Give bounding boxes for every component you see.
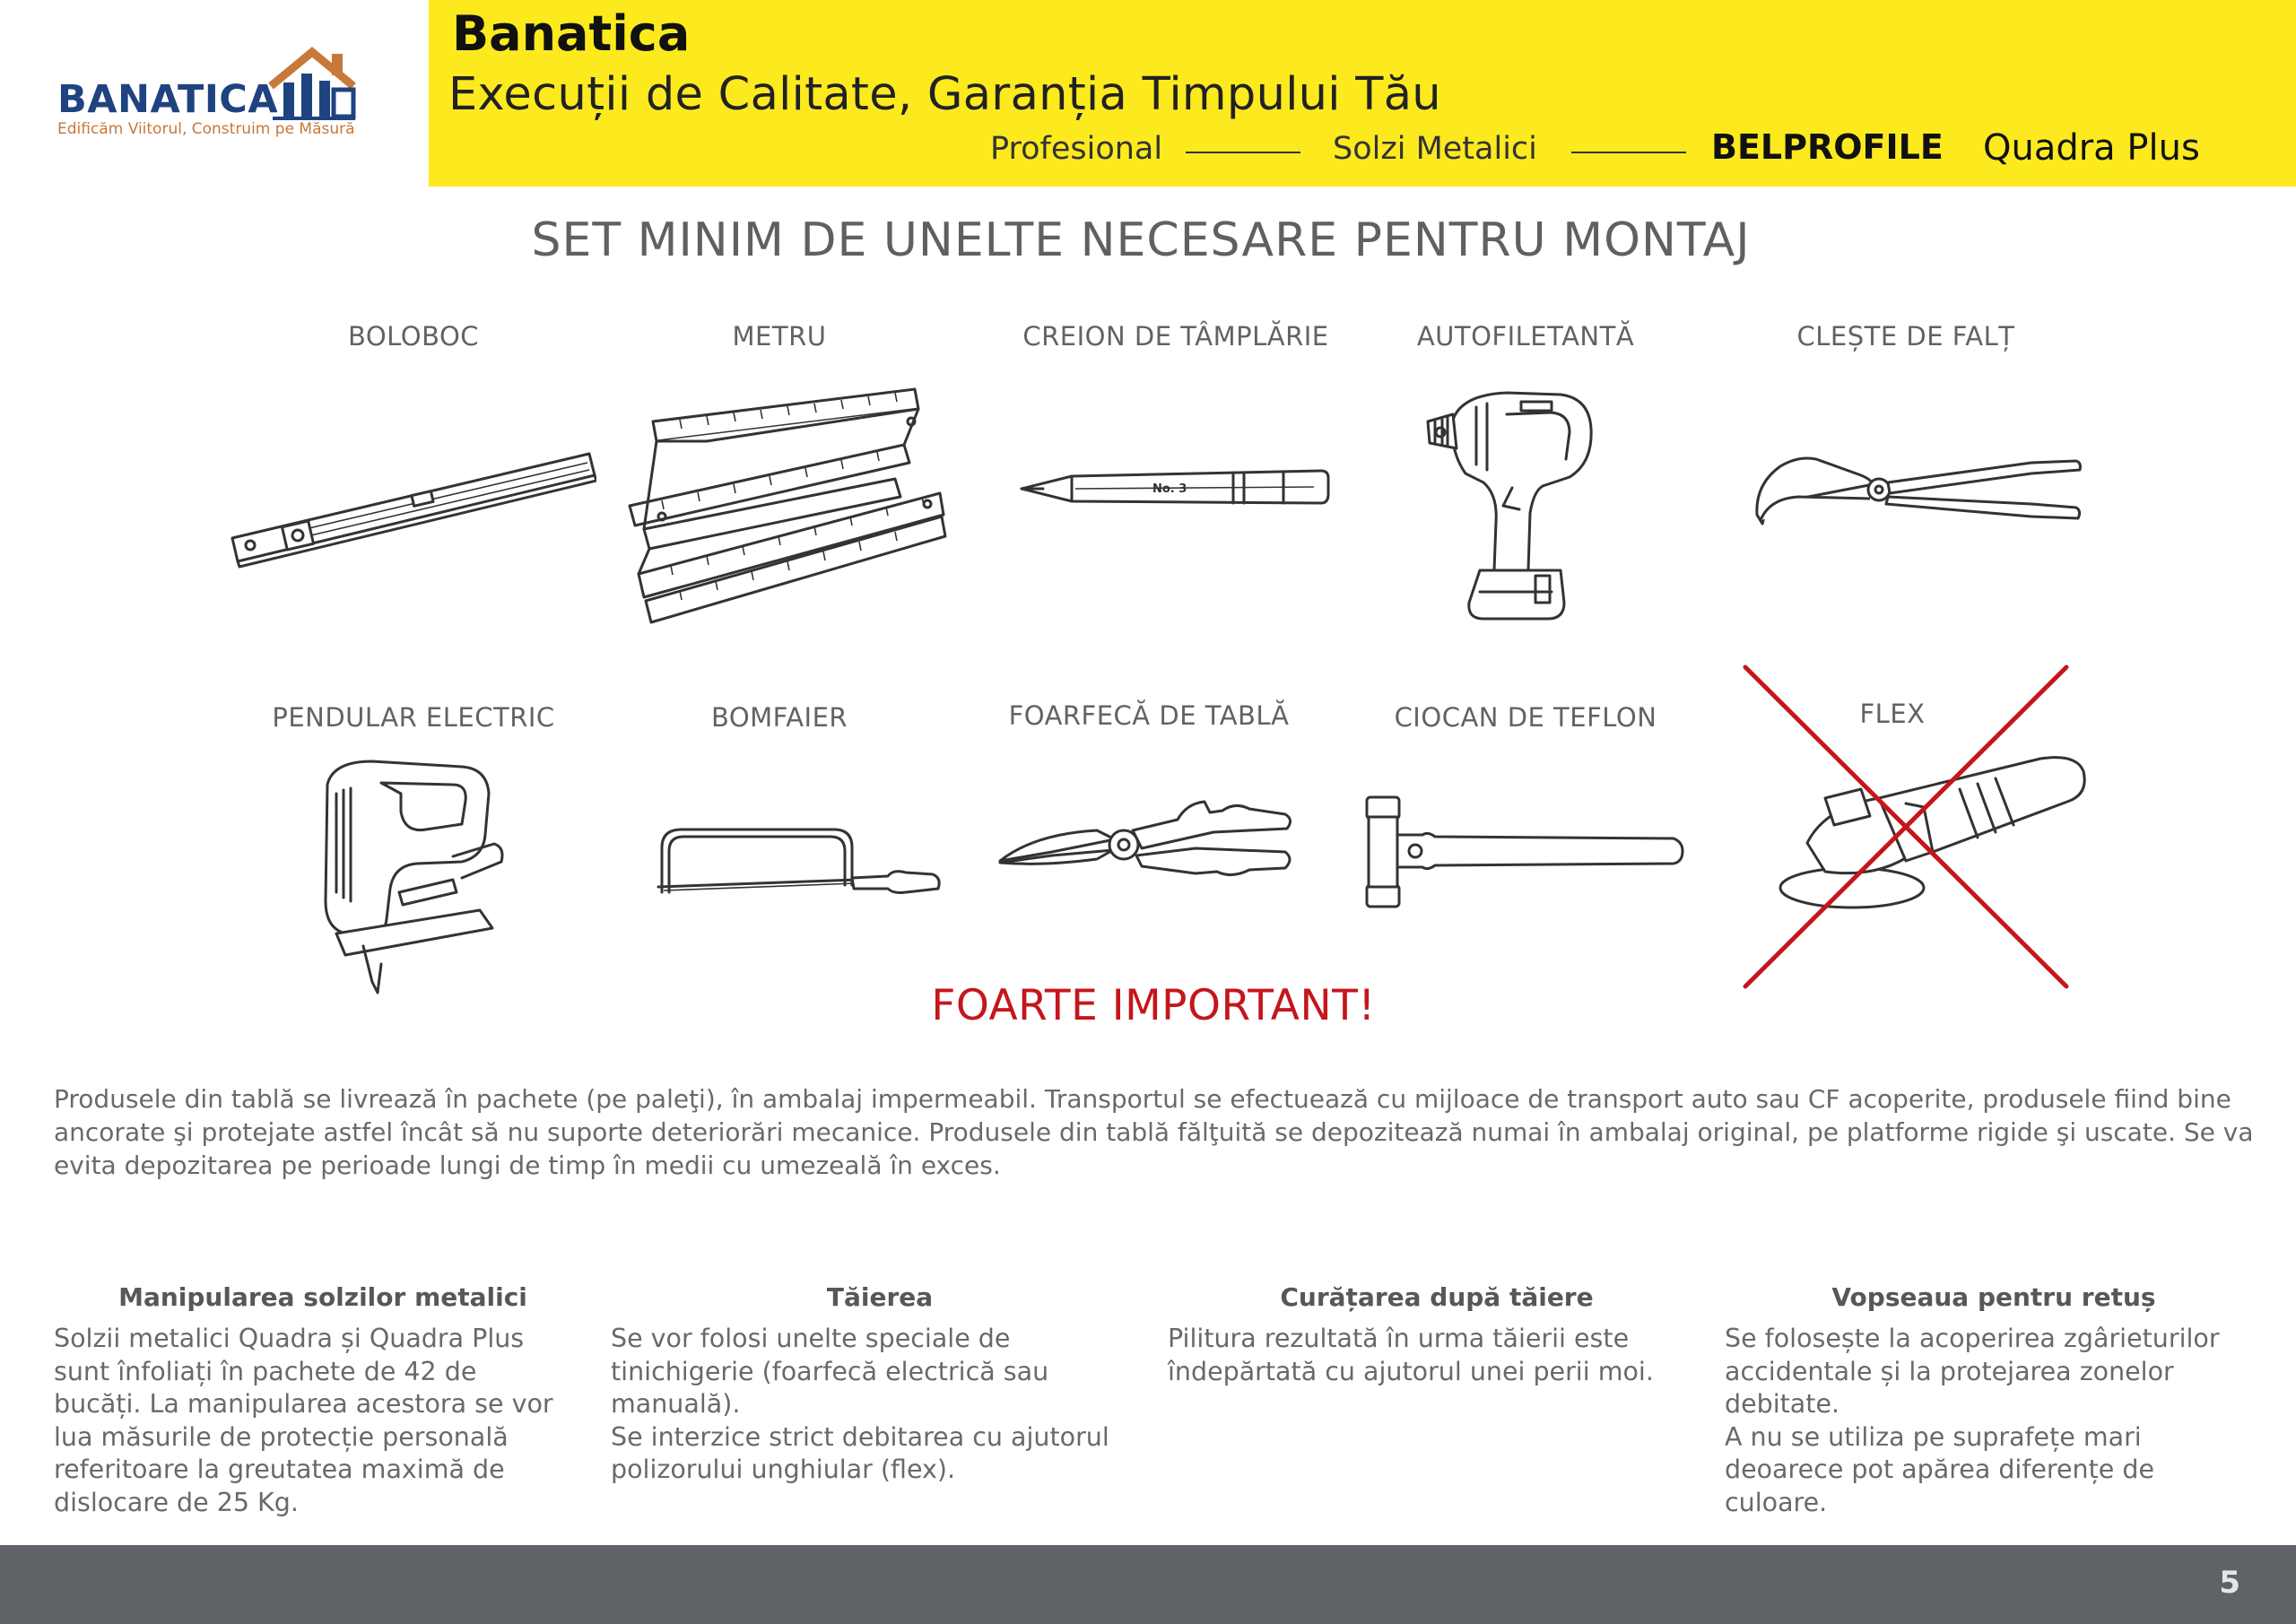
page-title: SET MINIM DE UNELTE NECESARE PENTRU MONTAJ bbox=[531, 213, 1751, 267]
tool-label-drill: AUTOFILETANTĂ bbox=[1416, 321, 1635, 352]
breadcrumb-metal-tiles: Solzi Metalici bbox=[1333, 131, 1537, 167]
section-body: Pilitura rezultată în urma tăierii este îndepărtată cu ajutorul unei perii moi. bbox=[1168, 1324, 1654, 1386]
important-heading: FOARTE IMPORTANT! bbox=[931, 981, 1376, 1030]
tool-label-tin-snips: FOARFECĂ DE TABLĂ bbox=[1008, 700, 1290, 731]
tin-snips-icon bbox=[998, 798, 1294, 888]
section-cleaning bbox=[1168, 1282, 1706, 1388]
section-body: Se folosește la acoperirea zgârieturilor accidentale și la protejarea zonelor debitate. A nu se utiliza pe suprafețe mari deoarece pot apărea diferențe de culoare. bbox=[1725, 1324, 2220, 1517]
pencil-engraving: No. 3 bbox=[1152, 482, 1187, 496]
storage-paragraph: Produsele din tablă se livrează în pachete (pe paleţi), în ambalaj impermeabil. Transportul se efectuează cu mijloace de transport auto sau CF acoperite, produsele fiind bine ancorate şi protejate astfel încât să nu suporte deteriorări mecanice. Produsele din tablă fălţuită se depozitează numai în ambalaj original, pe platforme rigide şi uscate. Se va evita depozitarea pe perioade lungi de timp în medii cu umezeală în exces. bbox=[54, 1084, 2254, 1180]
company-logo bbox=[0, 0, 429, 187]
section-title: Vopseaua pentru retuș bbox=[1831, 1282, 2156, 1312]
spirit-level-icon bbox=[229, 448, 596, 574]
section-handling bbox=[54, 1282, 592, 1519]
tool-label-hammer: CIOCAN DE TEFLON bbox=[1394, 702, 1657, 733]
brand-slogan: Execuții de Calitate, Garanția Timpului Tău bbox=[448, 68, 1441, 121]
section-title: Tăierea bbox=[826, 1282, 934, 1312]
product-name: Quadra Plus bbox=[1983, 127, 2200, 169]
tool-label-spirit-level: BOLOBOC bbox=[347, 321, 480, 352]
forbidden-cross-icon bbox=[1740, 664, 2072, 991]
header-banner bbox=[429, 0, 2296, 187]
tool-label-pencil: CREION DE TÂMPLĂRIE bbox=[1022, 321, 1329, 352]
section-cutting bbox=[611, 1282, 1149, 1487]
breadcrumb-separator bbox=[1186, 152, 1300, 153]
teflon-hammer-icon bbox=[1363, 794, 1684, 910]
carpenter-pencil-icon bbox=[1018, 462, 1332, 516]
breadcrumb-professional: Profesional bbox=[990, 131, 1163, 167]
breadcrumb-separator bbox=[1571, 152, 1686, 153]
tool-label-angle-grinder: FLEX bbox=[1859, 699, 1926, 729]
section-title: Manipularea solzilor metalici bbox=[118, 1282, 527, 1312]
logo-tagline: Edificăm Viitorul, Construim pe Măsură bbox=[57, 120, 355, 138]
house-logo-icon bbox=[265, 47, 359, 120]
logo-name: BANATICA bbox=[57, 77, 279, 122]
folding-ruler-icon bbox=[626, 386, 947, 632]
tool-label-ruler: METRU bbox=[732, 321, 827, 352]
section-title: Curățarea după tăiere bbox=[1280, 1282, 1594, 1312]
product-brand: BELPROFILE bbox=[1711, 127, 1944, 167]
cordless-drill-icon bbox=[1426, 387, 1605, 625]
section-touchup-paint bbox=[1725, 1282, 2263, 1519]
hacksaw-icon bbox=[655, 821, 944, 901]
tool-label-pliers: CLEȘTE DE FALȚ bbox=[1796, 321, 2015, 352]
section-body: Se vor folosi unelte speciale de tinichigerie (foarfecă electrică sau manuală). Se interzice strict debitarea cu ajutorul polizorului unghiular (flex). bbox=[611, 1324, 1109, 1484]
page-number: 5 bbox=[2219, 1565, 2240, 1601]
section-body: Solzii metalici Quadra și Quadra Plus sunt înfoliați în pachete de 42 de bucăți. La manipularea acestora se vor lua măsurile de protecție personală referitoare la greutatea maximă de dislocare de 25 Kg. bbox=[54, 1324, 553, 1517]
page-footer bbox=[0, 1545, 2296, 1624]
jigsaw-icon bbox=[318, 758, 507, 995]
tool-label-hacksaw: BOMFAIER bbox=[710, 702, 848, 733]
tool-label-jigsaw: PENDULAR ELECTRIC bbox=[272, 702, 555, 733]
brand-title: Banatica bbox=[452, 5, 691, 62]
seaming-pliers-icon bbox=[1753, 448, 2083, 534]
